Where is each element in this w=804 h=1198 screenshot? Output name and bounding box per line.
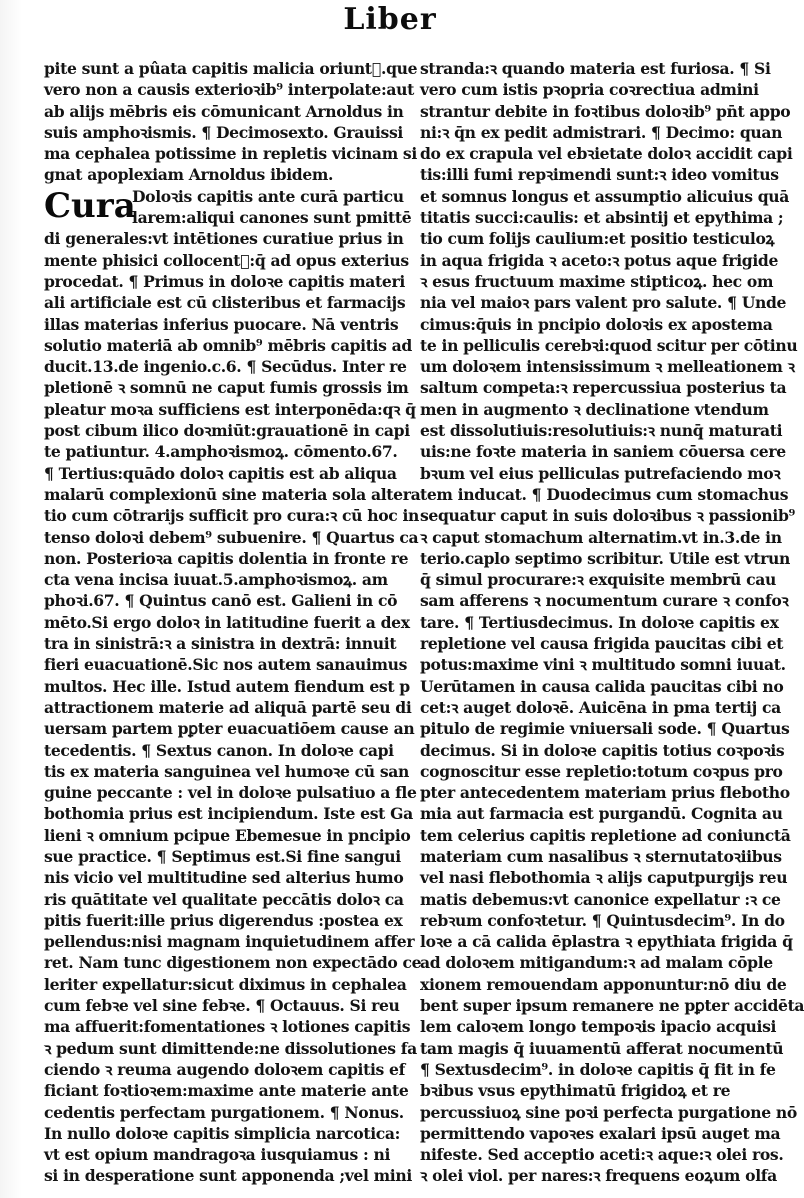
- text-line: tenso doloꝛi debem⁹ subuenire. ¶ Quartus ca: [44, 527, 419, 547]
- scan-edge: [0, 0, 22, 1198]
- text-line: fieri euacuationē.Sic nos autem sanauimus: [44, 655, 408, 675]
- text-line: te patiuntur. 4.amphoꝛismoꝝ. cōmento.67.: [44, 442, 398, 462]
- text-line: ciendo ꝛ reuma augendo doloꝛem capitis ef: [44, 1059, 405, 1079]
- text-line: stranda:ꝛ quando materia est furiosa. ¶ Si: [420, 59, 771, 78]
- text-line: nis vicio vel multitudine sed alterius humo: [44, 868, 404, 888]
- text-line: larem:aliqui canones sunt pmittē: [132, 208, 412, 228]
- text-line: vt est opium mandragoꝛa iusquiamus : ni: [44, 1145, 391, 1165]
- text-line: mēto.Si ergo doloꝛ in latitudine fuerit a dex: [44, 612, 410, 632]
- text-line: tis:illi fumi repꝛimendi sunt:ꝛ ideo vomitus: [420, 165, 779, 185]
- text-line: permittendo vapoꝛes exalari ipsū auget ma: [420, 1123, 781, 1143]
- text-line: potus:maxime vini ꝛ multitudo somni iuuat.: [420, 655, 786, 675]
- text-line: guine peccante : vel in doloꝛe pulsatiuo a fle: [44, 783, 417, 803]
- text-line: nifeste. Sed acceptio aceti:ꝛ aque:ꝛ olei ros.: [420, 1145, 784, 1165]
- text-line: pleatur moꝛa sufficiens est interponēda:qꝛ q̄: [44, 399, 416, 419]
- initial-word-cura: Cura: [44, 185, 136, 226]
- text-line: xionem remouendam apponuntur:nō diu de: [420, 974, 787, 994]
- text-line: lieni ꝛ omnium pcipue Ebemesue in pncipio: [44, 825, 411, 845]
- text-line: ꝛ caput stomachum alternatim.vt in.3.de in: [420, 527, 782, 547]
- text-line: malarū complexionū sine materia sola altera: [44, 484, 421, 504]
- left-column: [44, 58, 422, 1187]
- text-line: attractionem materie ad aliquā partē seu di: [44, 697, 412, 717]
- cura-paragraph-start: [44, 185, 412, 229]
- text-line: In nullo doloꝛe capitis simplicia narcotica:: [44, 1123, 401, 1143]
- text-line: tem inducat. ¶ Duodecimus cum stomachus: [420, 484, 789, 504]
- text-line: tecedentis. ¶ Sextus canon. In doloꝛe capi: [44, 740, 394, 760]
- text-line: non. Posterioꝛa capitis dolentia in fronte re: [44, 548, 409, 568]
- text-line: et somnus longus et assumptio alicuius quā: [420, 186, 790, 206]
- text-line: men in augmento ꝛ declinatione vtendum: [420, 399, 769, 419]
- text-line: uersam partem pꝑter euacuatiōem cause an: [44, 719, 415, 739]
- text-line: suis amphoꝛismis. ¶ Decimosexto. Grauissi: [44, 122, 403, 142]
- text-line: tio cum cōtrarijs sufficit pro cura:ꝛ cū hoc in: [44, 506, 420, 526]
- text-line: tem celerius capitis repletione ad coniunctā: [420, 825, 791, 845]
- text-line: q̄ simul procurare:ꝛ exquisite membrū cau: [420, 570, 776, 590]
- text-line: Doloꝛis capitis ante curā particu: [132, 186, 404, 206]
- text-line: leriter expellatur:sicut diximus in cephalea: [44, 974, 407, 994]
- text-line: materiam cum nasalibus ꝛ sternutatoꝛiibus: [420, 846, 782, 866]
- running-head: Liber: [343, 2, 437, 37]
- left-lines-before: [44, 58, 418, 186]
- text-line: ret. Nam tunc digestionem non expectādo ce: [44, 953, 422, 973]
- text-line: ma cephalea potissime in repletis vicinam si: [44, 144, 417, 164]
- text-line: vero cum istis pꝛopria coꝛrectiua admini: [420, 80, 759, 100]
- text-line: tis ex materia sanguinea vel humoꝛe cū san: [44, 761, 409, 781]
- text-line: terio.caplo septimo scribitur. Utile est vtrun: [420, 548, 790, 568]
- text-line: pite sunt a pûata capitis malicia oriuntᷓ.que: [44, 59, 418, 78]
- text-line: ꝛ esus fructuum maxime stipticoꝝ. hec om: [420, 271, 774, 291]
- text-line: um doloꝛem intensissimum ꝛ melleationem ꝛ: [420, 357, 795, 377]
- text-line: titatis succi:caulis: et absintij et epythima ;: [420, 208, 784, 228]
- text-line: est dissolutiuis:resolutiuis:ꝛ nunq̄ maturati: [420, 421, 783, 441]
- text-line: bꝛum vel eius pelliculas putrefaciendo moꝛ: [420, 463, 781, 483]
- text-line: uis:ne foꝛte materia in saniem cōuersa cere: [420, 442, 786, 462]
- text-line: ni:ꝛ q̄n ex pedit admistrari. ¶ Decimo: quan: [420, 122, 783, 142]
- text-line: pter antecedentem materiam prius flebotho: [420, 783, 790, 803]
- text-line: matis debemus:vt canonice expellatur :ꝛ ce: [420, 889, 781, 909]
- text-line: vel nasi flebothomia ꝛ alijs caputpurgijs reu: [420, 868, 788, 888]
- text-line: cimus:q̄uis in pncipio doloꝛis ex apostema: [420, 314, 773, 334]
- text-line: lem caloꝛem longo tempoꝛis ipacio acquisi: [420, 1017, 777, 1037]
- text-line: te in pelliculis cerebꝛi:quod scitur per cōtinu: [420, 335, 798, 355]
- text-line: cet:ꝛ auget doloꝛē. Auicēna in pma tertij ca: [420, 697, 781, 717]
- text-line: Uerūtamen in causa calida paucitas cibi no: [420, 676, 784, 696]
- text-line: bꝛibus vsus epythimatū frigidoꝝ et re: [420, 1081, 731, 1101]
- text-line: saltum competa:ꝛ repercussiua posterius ta: [420, 378, 787, 398]
- text-line: percussiuoꝝ sine poꝛi perfecta purgatione nō: [420, 1102, 797, 1122]
- right-lines: [420, 58, 804, 1187]
- text-line: nia vel maioꝛ pars valent pro salute. ¶ Unde: [420, 293, 787, 313]
- text-line: cedentis perfectam purgationem. ¶ Nonus.: [44, 1102, 404, 1122]
- text-line: ¶ Sextusdecim⁹. in doloꝛe capitis q̄ fit in fe: [420, 1059, 776, 1079]
- text-line: multos. Hec ille. Istud autem fiendum est p: [44, 676, 410, 696]
- text-line: pellendus:nisi magnam inquietudinem affer: [44, 932, 415, 952]
- text-line: vero non a causis exterioꝛib⁹ interpolate:aut: [44, 80, 414, 100]
- text-line: sam afferens ꝛ nocumentum curare ꝛ confoꝛ: [420, 591, 789, 611]
- text-line: in aqua frigida ꝛ aceto:ꝛ potus aque frigide: [420, 250, 779, 270]
- text-line: decimus. Si in doloꝛe capitis totius coꝛpoꝛis: [420, 740, 785, 760]
- text-line: post cibum ilico doꝛmiūt:grauationē in capi: [44, 421, 410, 441]
- text-line: ꝛ olei viol. per nares:ꝛ frequens eoꝝum olfa: [420, 1166, 777, 1186]
- text-line: si in desperatione sunt apponenda ;vel mini: [44, 1166, 412, 1186]
- right-column: [420, 58, 804, 1187]
- text-line: di generales:vt intētiones curatiue prius in: [44, 229, 404, 249]
- text-line: pitis fuerit:ille prius digerendus :postea ex: [44, 910, 403, 930]
- text-line: tare. ¶ Tertiusdecimus. In doloꝛe capitis ex: [420, 612, 779, 632]
- text-line: solutio materiā ab omnib⁹ mēbris capitis ad: [44, 335, 412, 355]
- text-line: illas materias inferius puocare. Nā ventris: [44, 314, 399, 334]
- text-line: sequatur caput in suis doloꝛibus ꝛ passionib⁹: [420, 506, 795, 526]
- text-line: pitulo de regimie vniuersali sode. ¶ Quartus: [420, 719, 790, 739]
- text-line: ꝛ pedum sunt dimittende:ne dissolutiones fa: [44, 1038, 417, 1058]
- text-line: ab alijs mēbris eis cōmunicant Arnoldus in: [44, 101, 404, 121]
- text-line: phoꝛi.67. ¶ Quintus canō est. Galieni in cō: [44, 591, 398, 611]
- text-line: cta vena incisa iuuat.5.amphoꝛismoꝝ. am: [44, 570, 388, 590]
- text-line: mente phisici collocentᷓ:q̄ ad opus exterius: [44, 250, 409, 270]
- text-line: tam magis q̄ iuuamentū afferat nocumentū: [420, 1038, 784, 1058]
- text-line: cognoscitur esse repletio:totum coꝛpus pro: [420, 761, 783, 781]
- text-line: ris quātitate vel qualitate peccātis doloꝛ ca: [44, 889, 404, 909]
- text-line: pletionē ꝛ somnū ne caput fumis grossis im: [44, 378, 409, 398]
- text-line: strantur debite in foꝛtibus doloꝛib⁹ pn̄t appo: [420, 101, 791, 121]
- text-line: bothomia prius est incipiendum. Iste est Ga: [44, 804, 413, 824]
- text-line: rebꝛum confoꝛtetur. ¶ Quintusdecim⁹. In do: [420, 910, 785, 930]
- text-line: ficiant foꝛtioꝛem:maxime ante materie ante: [44, 1081, 409, 1101]
- text-line: ali artificiale est cū clisteribus et farmacijs: [44, 293, 406, 313]
- text-line: bent super ipsum remanere ne pꝑter accidēta: [420, 996, 804, 1016]
- text-line: tra in sinistrā:ꝛ a sinistra in dextrā: innuit: [44, 634, 397, 654]
- text-line: mia aut farmacia est purgandū. Cognita au: [420, 804, 783, 824]
- text-line: ma affuerit:fomentationes ꝛ lotiones capitis: [44, 1017, 411, 1037]
- text-line: loꝛe a cā calida ēplastra ꝛ epythiata frigida q̄: [420, 932, 793, 952]
- text-line: tio cum folijs caulium:et positio testiculoꝝ: [420, 229, 775, 249]
- text-line: cum febꝛe vel sine febꝛe. ¶ Octauus. Si reu: [44, 996, 400, 1016]
- text-line: sue practice. ¶ Septimus est.Si fine sangui: [44, 846, 401, 866]
- left-lines-after: [44, 228, 422, 1186]
- text-line: ad doloꝛem mitigandum:ꝛ ad malam cōple: [420, 953, 773, 973]
- text-line: do ex crapula vel ebꝛietate doloꝛ accidit capi: [420, 144, 793, 164]
- text-line: repletione vel causa frigida paucitas cibi et: [420, 634, 784, 654]
- text-line: ducit.13.de ingenio.c.6. ¶ Secūdus. Inter re: [44, 357, 407, 377]
- text-line: ¶ Tertius:quādo doloꝛ capitis est ab aliqua: [44, 463, 397, 483]
- text-line: gnat apoplexiam Arnoldus ibidem.: [44, 165, 334, 185]
- text-line: procedat. ¶ Primus in doloꝛe capitis materi: [44, 271, 405, 291]
